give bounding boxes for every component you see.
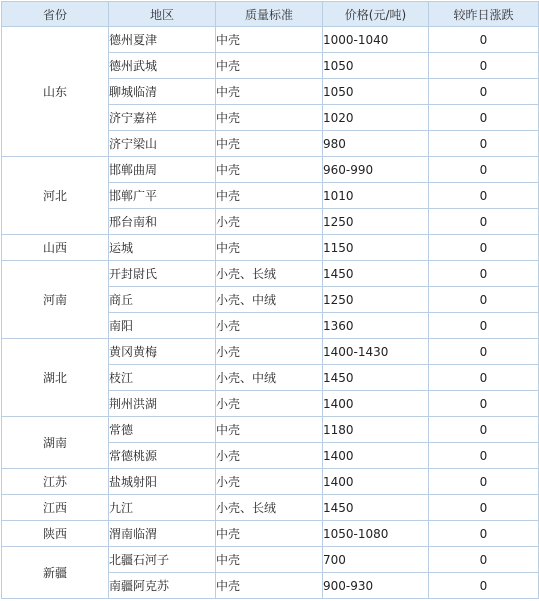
quality-cell: 中壳 bbox=[216, 417, 323, 443]
quality-cell: 中壳 bbox=[216, 53, 323, 79]
quality-cell: 小壳 bbox=[216, 469, 323, 495]
province-cell: 山东 bbox=[2, 27, 109, 157]
change-cell: 0 bbox=[429, 469, 539, 495]
change-cell: 0 bbox=[429, 105, 539, 131]
change-cell: 0 bbox=[429, 209, 539, 235]
table-row bbox=[2, 339, 539, 365]
price-cell: 1400 bbox=[323, 469, 429, 495]
quality-cell: 中壳 bbox=[216, 157, 323, 183]
region-cell: 德州夏津 bbox=[109, 27, 216, 53]
quality-cell: 中壳 bbox=[216, 547, 323, 573]
table-row bbox=[2, 27, 539, 53]
region-cell: 邢台南和 bbox=[109, 209, 216, 235]
region-cell: 运城 bbox=[109, 235, 216, 261]
table-body bbox=[2, 27, 539, 599]
region-cell: 南阳 bbox=[109, 313, 216, 339]
change-cell: 0 bbox=[429, 495, 539, 521]
price-cell: 1010 bbox=[323, 183, 429, 209]
region-cell: 德州武城 bbox=[109, 53, 216, 79]
header-price: 价格(元/吨) bbox=[323, 2, 429, 27]
header-province: 省份 bbox=[2, 2, 109, 27]
price-cell: 1050 bbox=[323, 53, 429, 79]
region-cell: 济宁嘉祥 bbox=[109, 105, 216, 131]
region-cell: 荆州洪湖 bbox=[109, 391, 216, 417]
quality-cell: 小壳、中绒 bbox=[216, 365, 323, 391]
change-cell: 0 bbox=[429, 417, 539, 443]
change-cell: 0 bbox=[429, 339, 539, 365]
change-cell: 0 bbox=[429, 235, 539, 261]
header-change: 较昨日涨跌 bbox=[429, 2, 539, 27]
quality-cell: 中壳 bbox=[216, 235, 323, 261]
price-cell: 1150 bbox=[323, 235, 429, 261]
header-quality: 质量标准 bbox=[216, 2, 323, 27]
price-cell: 1400 bbox=[323, 443, 429, 469]
price-cell: 1360 bbox=[323, 313, 429, 339]
table-row bbox=[2, 235, 539, 261]
price-cell: 980 bbox=[323, 131, 429, 157]
table-row bbox=[2, 261, 539, 287]
quality-cell: 中壳 bbox=[216, 573, 323, 599]
quality-cell: 中壳 bbox=[216, 105, 323, 131]
change-cell: 0 bbox=[429, 27, 539, 53]
region-cell: 北疆石河子 bbox=[109, 547, 216, 573]
change-cell: 0 bbox=[429, 391, 539, 417]
quality-cell: 中壳 bbox=[216, 79, 323, 105]
region-cell: 开封尉氏 bbox=[109, 261, 216, 287]
province-cell: 河北 bbox=[2, 157, 109, 235]
change-cell: 0 bbox=[429, 157, 539, 183]
region-cell: 常德桃源 bbox=[109, 443, 216, 469]
header-region: 地区 bbox=[109, 2, 216, 27]
region-cell: 南疆阿克苏 bbox=[109, 573, 216, 599]
region-cell: 常德 bbox=[109, 417, 216, 443]
quality-cell: 中壳 bbox=[216, 27, 323, 53]
table-row bbox=[2, 157, 539, 183]
price-table bbox=[1, 1, 539, 599]
price-cell: 1400 bbox=[323, 391, 429, 417]
table-row bbox=[2, 547, 539, 573]
change-cell: 0 bbox=[429, 521, 539, 547]
quality-cell: 小壳 bbox=[216, 209, 323, 235]
change-cell: 0 bbox=[429, 53, 539, 79]
quality-cell: 小壳、中绒 bbox=[216, 287, 323, 313]
region-cell: 盐城射阳 bbox=[109, 469, 216, 495]
change-cell: 0 bbox=[429, 287, 539, 313]
change-cell: 0 bbox=[429, 313, 539, 339]
quality-cell: 小壳 bbox=[216, 443, 323, 469]
quality-cell: 小壳 bbox=[216, 391, 323, 417]
quality-cell: 小壳 bbox=[216, 339, 323, 365]
province-cell: 新疆 bbox=[2, 547, 109, 599]
province-cell: 湖北 bbox=[2, 339, 109, 417]
province-cell: 陕西 bbox=[2, 521, 109, 547]
region-cell: 聊城临清 bbox=[109, 79, 216, 105]
price-cell: 1250 bbox=[323, 209, 429, 235]
province-cell: 湖南 bbox=[2, 417, 109, 469]
region-cell: 邯郸曲周 bbox=[109, 157, 216, 183]
change-cell: 0 bbox=[429, 573, 539, 599]
province-cell: 山西 bbox=[2, 235, 109, 261]
quality-cell: 小壳、长绒 bbox=[216, 495, 323, 521]
province-cell: 江苏 bbox=[2, 469, 109, 495]
price-cell: 1180 bbox=[323, 417, 429, 443]
quality-cell: 中壳 bbox=[216, 183, 323, 209]
table-row bbox=[2, 521, 539, 547]
change-cell: 0 bbox=[429, 183, 539, 209]
quality-cell: 中壳 bbox=[216, 521, 323, 547]
price-cell: 1050-1080 bbox=[323, 521, 429, 547]
price-cell: 1250 bbox=[323, 287, 429, 313]
price-cell: 1450 bbox=[323, 365, 429, 391]
change-cell: 0 bbox=[429, 365, 539, 391]
change-cell: 0 bbox=[429, 261, 539, 287]
quality-cell: 小壳 bbox=[216, 313, 323, 339]
region-cell: 济宁梁山 bbox=[109, 131, 216, 157]
table-row bbox=[2, 469, 539, 495]
region-cell: 商丘 bbox=[109, 287, 216, 313]
price-cell: 700 bbox=[323, 547, 429, 573]
price-cell: 1450 bbox=[323, 495, 429, 521]
price-cell: 1450 bbox=[323, 261, 429, 287]
quality-cell: 中壳 bbox=[216, 131, 323, 157]
region-cell: 黄冈黄梅 bbox=[109, 339, 216, 365]
price-cell: 900-930 bbox=[323, 573, 429, 599]
province-cell: 江西 bbox=[2, 495, 109, 521]
change-cell: 0 bbox=[429, 547, 539, 573]
table-row bbox=[2, 495, 539, 521]
change-cell: 0 bbox=[429, 443, 539, 469]
province-cell: 河南 bbox=[2, 261, 109, 339]
change-cell: 0 bbox=[429, 131, 539, 157]
price-cell: 1000-1040 bbox=[323, 27, 429, 53]
price-cell: 960-990 bbox=[323, 157, 429, 183]
region-cell: 邯郸广平 bbox=[109, 183, 216, 209]
region-cell: 枝江 bbox=[109, 365, 216, 391]
region-cell: 渭南临渭 bbox=[109, 521, 216, 547]
table-row bbox=[2, 417, 539, 443]
change-cell: 0 bbox=[429, 79, 539, 105]
quality-cell: 小壳、长绒 bbox=[216, 261, 323, 287]
table-header-row bbox=[2, 2, 539, 27]
region-cell: 九江 bbox=[109, 495, 216, 521]
price-cell: 1050 bbox=[323, 79, 429, 105]
price-cell: 1020 bbox=[323, 105, 429, 131]
price-cell: 1400-1430 bbox=[323, 339, 429, 365]
